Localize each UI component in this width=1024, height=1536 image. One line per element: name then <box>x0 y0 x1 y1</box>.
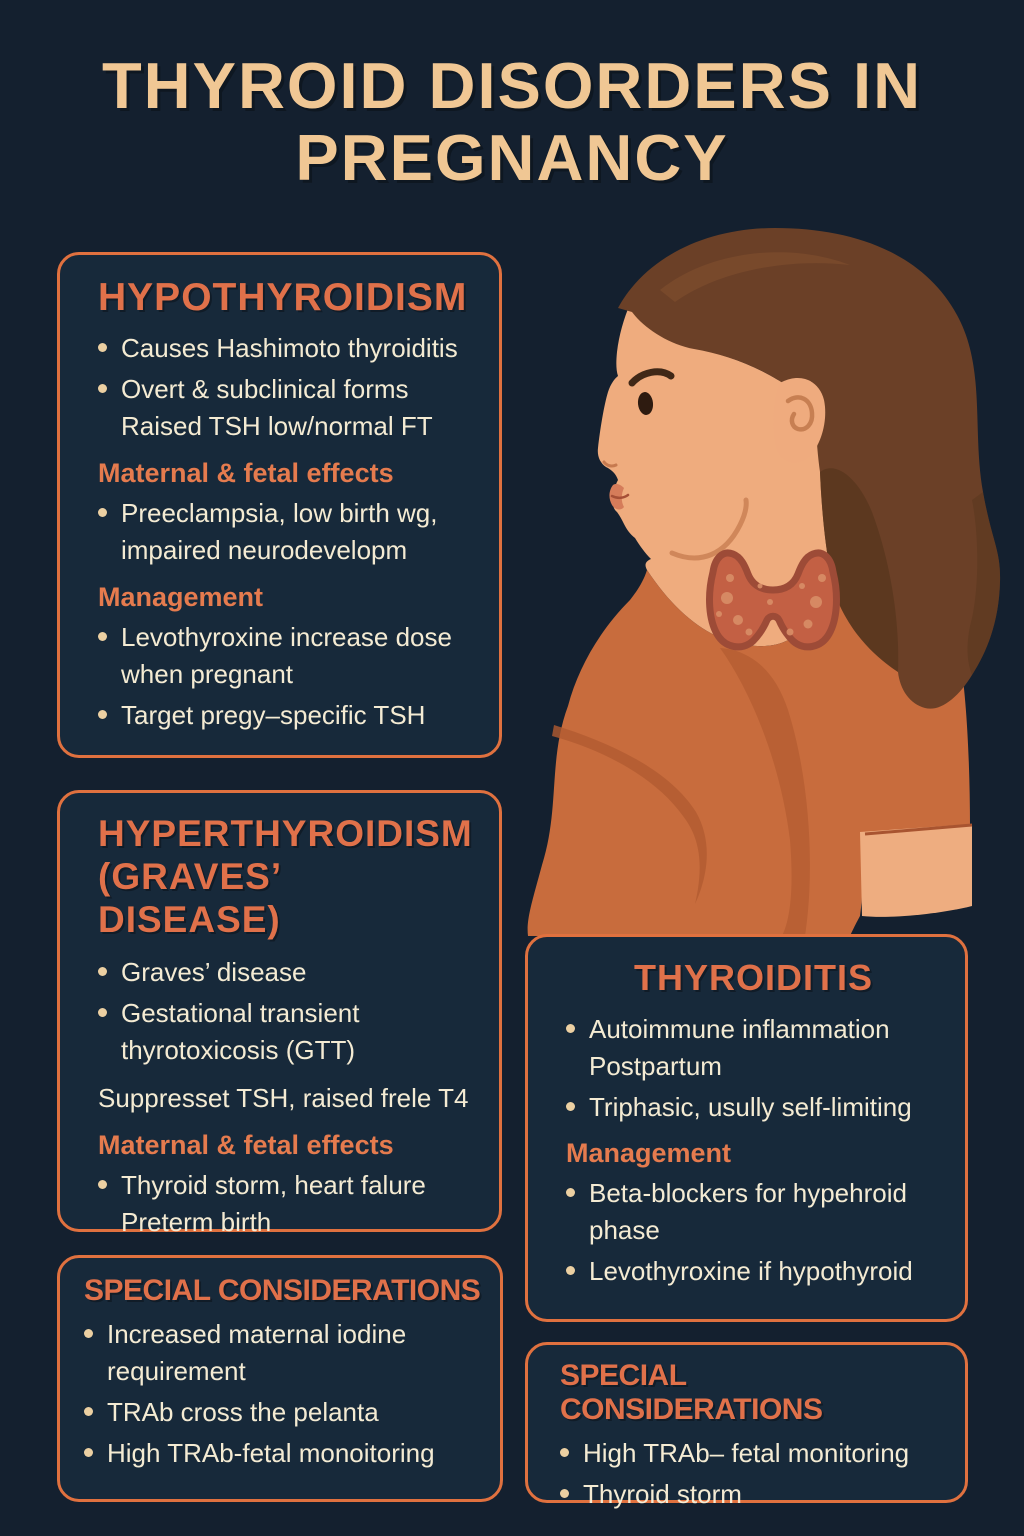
bullet-line: Causes Hashimoto thyroiditis <box>121 333 458 364</box>
list-item <box>98 330 469 367</box>
list-item <box>98 954 473 991</box>
bullet-dot <box>560 1448 569 1457</box>
card-heading: SPECIAL CONSIDERATIONS <box>560 1359 823 1426</box>
page-title-line1: THYROID DISORDERS IN <box>101 49 923 122</box>
forearm <box>860 824 972 917</box>
bullet-line: impaired neurodevelopm <box>121 534 408 565</box>
bullet-dot <box>84 1407 93 1416</box>
list-item <box>566 1089 941 1126</box>
list-item <box>98 619 469 693</box>
bullet-line: Target pregy–specific TSH <box>121 699 426 730</box>
card-heading-line2: (GRAVES’ DISEASE) <box>98 855 281 940</box>
card-heading: THYROIDITIS <box>633 957 873 998</box>
card-heading: HYPOTHYROIDISM <box>98 276 468 319</box>
list-item <box>566 1175 941 1249</box>
bullet-line: Beta-blockers for hypehroid <box>589 1178 907 1209</box>
card-heading-line1: HYPERTHYROIDISM <box>98 813 473 854</box>
list-item <box>98 697 469 734</box>
bullet-line: Postpartum <box>589 1050 722 1081</box>
list-item <box>98 995 473 1069</box>
list-item <box>98 495 469 569</box>
bullet-line: High TRAb– fetal monitoring <box>583 1438 910 1468</box>
bullet-line: Increased maternal iodine <box>107 1319 407 1349</box>
list-item <box>84 1435 482 1472</box>
bullet-line: thyrotoxicosis (GTT) <box>121 1034 356 1065</box>
bullet-line: Thyroid storm, heart falure <box>121 1170 426 1201</box>
list-item <box>566 1011 941 1085</box>
bullet-dot <box>98 1008 107 1017</box>
bullet-line: Triphasic, usully self-limiting <box>589 1091 912 1122</box>
bullet-line: High TRAb-fetal monoitoring <box>107 1437 435 1468</box>
subheading: Management <box>98 581 264 612</box>
bullet-dot <box>566 1266 575 1275</box>
bullet-dot <box>98 508 107 517</box>
bullet-line: Thyroid storm <box>583 1478 742 1509</box>
bullet-dot <box>560 1489 569 1498</box>
list-item <box>560 1476 947 1513</box>
subheading: Maternal & fetal effects <box>98 1130 394 1161</box>
bullet-line: Overt & subclinical forms <box>121 374 409 405</box>
list-item <box>560 1435 947 1472</box>
bullet-dot <box>98 384 107 393</box>
page-title <box>0 50 1024 193</box>
list-item <box>84 1316 482 1390</box>
bullet-line: requirement <box>107 1355 246 1386</box>
note-line: Suppresset TSH, raised frele T4 <box>98 1083 469 1114</box>
bullet-dot <box>98 632 107 641</box>
card-hyperthyroidism <box>57 790 502 1238</box>
bullet-dot <box>98 710 107 719</box>
card-special-considerations-left <box>57 1255 503 1502</box>
bullet-dot <box>98 343 107 352</box>
bullet-line: phase <box>589 1215 660 1246</box>
list-item <box>566 1253 941 1290</box>
page-title-line2: PREGNANCY <box>295 120 729 194</box>
list-item <box>98 371 469 445</box>
bullet-line: Levothyroxine if hypothyroid <box>589 1256 913 1287</box>
card-special-considerations-right <box>525 1342 968 1509</box>
bullet-line: Raised TSH low/normal FT <box>121 411 433 442</box>
bullet-dot <box>98 1180 107 1189</box>
bullet-line: when pregnant <box>121 658 294 689</box>
subheading: Maternal & fetal effects <box>98 457 394 488</box>
bullet-line: Preterm birth <box>121 1207 272 1238</box>
pregnant-woman-illustration <box>520 220 1024 936</box>
bullet-dot <box>98 967 107 976</box>
bullet-line: Autoimmune inflammation <box>589 1013 890 1044</box>
bullet-dot <box>566 1102 575 1111</box>
bullet-line: Preeclampsia, low birth wg, <box>121 497 438 528</box>
bullet-line: Levothyroxine increase dose <box>121 621 452 652</box>
bullet-dot <box>566 1188 575 1197</box>
subheading: Management <box>566 1138 732 1169</box>
card-thyroiditis <box>525 934 968 1322</box>
bullet-dot <box>84 1329 93 1338</box>
card-heading: SPECIAL CONSIDERATIONS <box>84 1274 481 1307</box>
card-heading <box>98 813 473 942</box>
bullet-dot <box>84 1448 93 1457</box>
list-item <box>84 1394 482 1431</box>
bullet-dot <box>566 1024 575 1033</box>
card-hypothyroidism <box>57 252 502 758</box>
bullet-line: Gestational transient <box>121 997 360 1028</box>
list-item <box>98 1167 473 1241</box>
bullet-line: TRAb cross the pelanta <box>107 1396 379 1427</box>
bullet-line: Graves’ disease <box>121 956 307 987</box>
